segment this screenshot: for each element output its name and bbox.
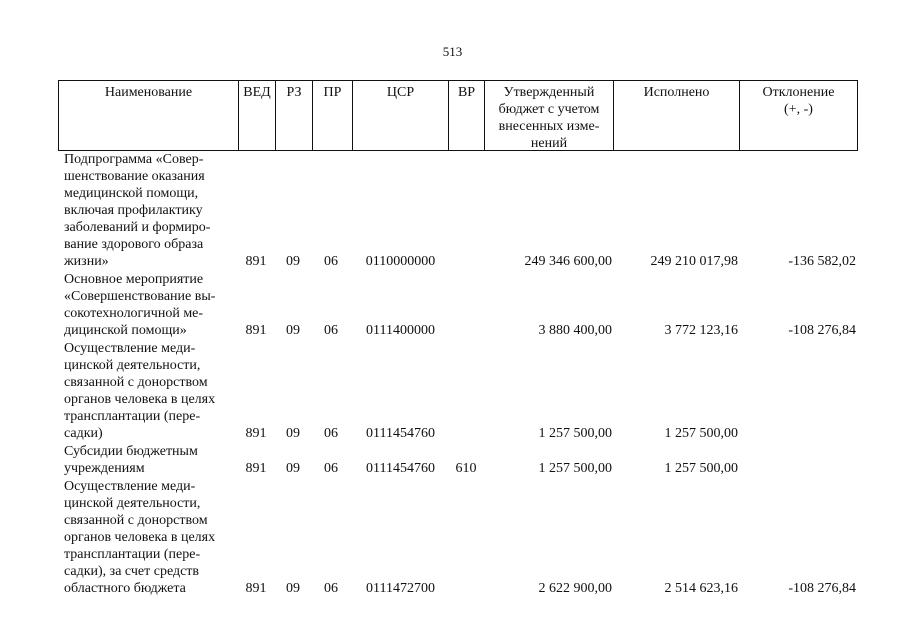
row-ved: 891: [245, 581, 267, 596]
table-row: [0, 339, 905, 442]
row-rz: 09: [286, 581, 300, 596]
header-ved: ВЕД: [238, 81, 275, 151]
row-deviation: -136 582,02: [788, 254, 856, 269]
header-rz: РЗ: [275, 81, 312, 151]
row-name: Подпрограмма «Совер-шенствование оказания медицинской помощи, включая профилактику заболеваний и формиро-вание здорового образа жизни»: [64, 152, 211, 269]
row-rz: 09: [286, 426, 300, 441]
row-budget: 3 880 400,00: [538, 323, 612, 338]
row-ved: 891: [245, 426, 267, 441]
row-name: Осуществление меди-цинской деятельности, связанной с донорством органов человека в целях трансплантации (пере-садки), за счет средств областного бюджета: [64, 479, 216, 596]
row-name: Осуществление меди-цинской деятельности, связанной с донорством органов человека в целях трансплантации (пере-садки): [64, 341, 216, 441]
row-deviation: -108 276,84: [788, 323, 856, 338]
table-row: [0, 150, 905, 270]
row-csr: 0110000000: [365, 254, 436, 269]
row-executed: 3 772 123,16: [664, 323, 738, 338]
table-row: [0, 477, 905, 597]
row-csr: 0111454760: [366, 426, 435, 441]
table-header: [58, 80, 858, 151]
row-csr: 0111454760: [366, 461, 435, 476]
header-vr: ВР: [448, 81, 484, 151]
row-budget: 249 346 600,00: [524, 254, 612, 269]
row-budget: 1 257 500,00: [538, 426, 612, 441]
row-rz: 09: [286, 461, 300, 476]
row-executed: 249 210 017,98: [650, 254, 738, 269]
row-pr: 06: [324, 426, 338, 441]
page-number: 513: [442, 44, 463, 59]
row-executed: 2 514 623,16: [664, 581, 738, 596]
row-ved: 891: [245, 254, 267, 269]
row-ved: 891: [245, 323, 267, 338]
row-pr: 06: [324, 461, 338, 476]
table-body: [0, 150, 905, 597]
row-pr: 06: [324, 581, 338, 596]
header-executed: Исполнено: [613, 81, 739, 151]
row-ved: 891: [245, 461, 267, 476]
row-executed: 1 257 500,00: [664, 461, 738, 476]
row-csr: 0111472700: [366, 581, 435, 596]
row-budget: 1 257 500,00: [538, 461, 612, 476]
table-row: [0, 270, 905, 339]
header-name: Наименование: [58, 81, 238, 151]
row-csr: 0111400000: [366, 323, 435, 338]
table-row: [0, 442, 905, 477]
row-rz: 09: [286, 323, 300, 338]
row-executed: 1 257 500,00: [664, 426, 738, 441]
row-pr: 06: [324, 323, 338, 338]
row-pr: 06: [324, 254, 338, 269]
row-deviation: -108 276,84: [788, 581, 856, 596]
row-vr: 610: [455, 461, 477, 476]
row-rz: 09: [286, 254, 300, 269]
row-name: Субсидии бюджетным учреждениям: [64, 444, 198, 476]
row-name: Основное мероприятие «Совершенствование вы-сокотехнологичной ме-дицинской помощи»: [64, 272, 216, 338]
header-deviation: Отклонение (+, -): [739, 81, 858, 151]
header-csr: ЦСР: [352, 81, 448, 151]
header-pr: ПР: [312, 81, 352, 151]
header-budget: Утвержденный бюджет с учетом внесенных изме-нений: [484, 81, 613, 151]
row-budget: 2 622 900,00: [538, 581, 612, 596]
